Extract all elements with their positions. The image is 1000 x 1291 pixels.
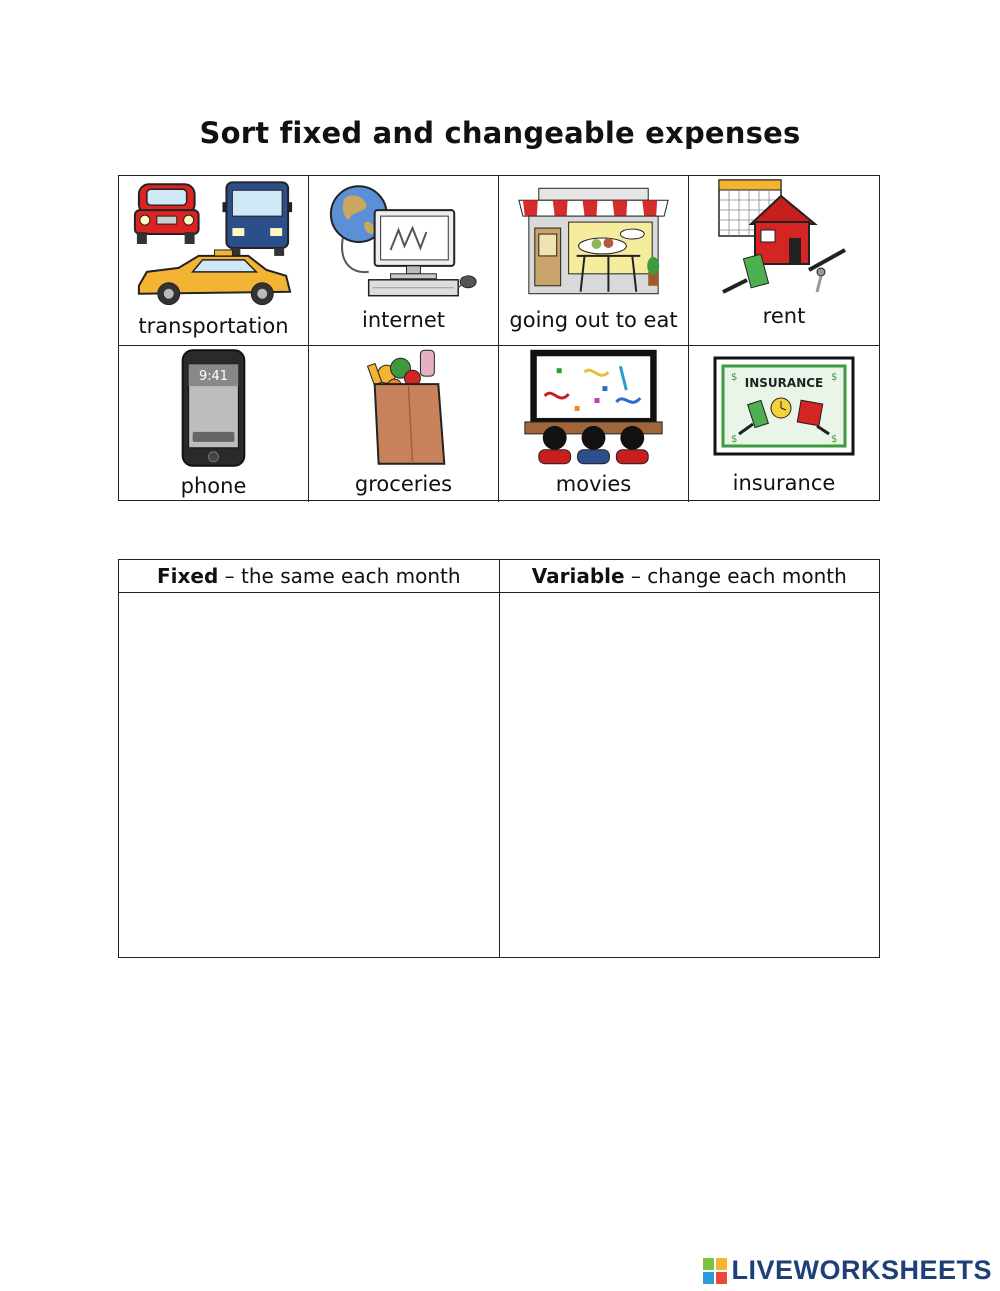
transportation-icon [119,176,308,306]
sort-table [118,559,880,958]
phone-icon [119,346,308,470]
expense-label: internet [361,308,446,332]
expense-picture-grid [118,175,880,501]
variable-column-header [500,560,880,592]
svg-text:$: $ [831,434,838,445]
variable-heading-description: – change each month [624,564,847,588]
expense-card-transportation[interactable] [119,176,309,346]
fixed-heading-bold: Fixed [156,564,219,588]
fixed-drop-zone[interactable] [119,593,500,957]
fixed-heading-description: – the same each month [218,564,461,588]
expense-label: phone [180,474,247,498]
svg-text:$: $ [831,372,838,383]
expense-card-rent[interactable] [689,176,879,346]
liveworksheets-wordmark: LIVEWORKSHEETS [731,1255,992,1285]
variable-heading-bold: Variable [531,564,625,588]
fixed-column-header [119,560,500,592]
insurance-icon [689,346,879,470]
insurance-sign-text: INSURANCE [744,376,824,390]
expense-label: groceries [354,472,453,496]
expense-card-phone[interactable] [119,346,309,502]
house-icon [689,176,879,306]
expense-label: going out to eat [509,308,678,332]
computer-icon [309,176,498,306]
expense-label: transportation [138,314,289,338]
phone-time: 9:41 [198,369,229,385]
expense-card-going-out-to-eat[interactable] [499,176,689,346]
sort-table-header [119,560,879,593]
grocery-bag-icon [309,346,498,470]
expense-card-groceries[interactable] [309,346,499,502]
restaurant-icon [499,176,688,306]
sort-table-body [119,593,879,957]
expense-label: rent [762,304,806,328]
page-title: Sort fixed and changeable expenses [199,116,801,150]
expense-card-movies[interactable] [499,346,689,502]
liveworksheets-brand [703,1255,992,1286]
liveworksheets-logo-icon [703,1258,727,1284]
svg-text:$: $ [731,372,738,383]
expense-card-insurance[interactable] [689,346,879,502]
movie-screen-icon [499,346,688,470]
variable-drop-zone[interactable] [500,593,880,957]
expense-card-internet[interactable] [309,176,499,346]
expense-label: insurance [732,471,836,495]
svg-text:$: $ [731,434,738,445]
expense-label: movies [555,472,632,496]
